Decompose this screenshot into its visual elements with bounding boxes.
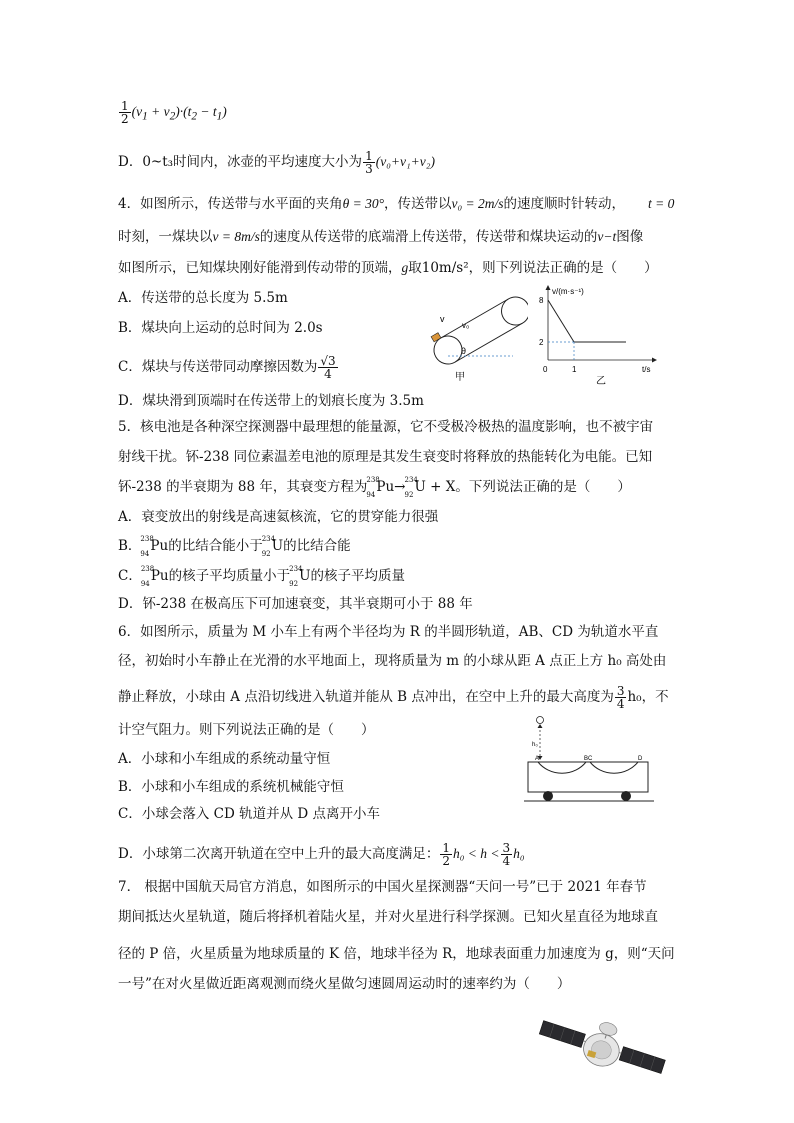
- fraction-three-quarters: $\frac{3}{4}$: [616, 684, 625, 711]
- q4-line1: 4．如图所示，传送带与水平面的夹角θ = 30°，传送带以v₀ = 2m/s的速度顺时针转动，: [118, 196, 626, 212]
- svg-text:BC: BC: [584, 756, 593, 762]
- fraction-half: $\frac{1}{2}$: [121, 99, 129, 126]
- svg-text:0: 0: [543, 365, 548, 374]
- svg-text:8: 8: [539, 296, 544, 305]
- q5-line2: 射线干扰。钚-238 同位素温差电池的原理是其发生衰变时将释放的热能转化为电能。已知: [118, 449, 653, 465]
- cart-figure: [520, 712, 660, 807]
- fraction-half-d: $\frac{1}{2}$: [442, 841, 450, 868]
- fraction-third: $\frac{1}{3}$: [365, 149, 373, 176]
- conveyor-figure: [418, 284, 528, 384]
- spacecraft-image: [532, 1010, 672, 1085]
- q4-option-b: B．煤块向上运动的总时间为 2.0s: [118, 320, 323, 336]
- q5-option-c: C． 238 94 Pu的核子平均质量小于 234 92 U的核子平均质量: [118, 565, 406, 588]
- svg-text:1: 1: [572, 365, 577, 374]
- q6-option-d: D．小球第二次离开轨道在空中上升的最大高度满足： $\frac{1}{2}$ h₀ < h < $\frac{3}{4}$ h₀: [118, 841, 525, 868]
- q7-line4: 一号”在对火星做近距离观测而绕火星做匀速圆周运动时的速率约为（ ）: [118, 976, 571, 992]
- q5-line3: 钚-238 的半衰期为 88 年，其衰变方程为 238 94 Pu→ 234 92 U + X。下列说法正确的是（ ）: [118, 476, 631, 499]
- graph-segment-decel: [548, 300, 574, 342]
- q6-line3: 静止释放，小球由 A 点沿切线进入轨道并能从 B 点冲出，在空中上升的最大高度为 $\frac{3}{4}$ h₀，不: [118, 684, 669, 711]
- svg-text:D: D: [638, 756, 643, 762]
- q7-line1: 7． 根据中国航天局官方消息，如图所示的中国火星探测器“天问一号”已于 2021 年春节: [118, 879, 647, 895]
- q5-line1: 5．核电池是各种深空探测器中最理想的能量源，它不受极冷极热的温度影响，也不被宇宙: [118, 419, 654, 435]
- svg-text:θ: θ: [461, 346, 467, 356]
- vt-graph: [536, 282, 666, 388]
- q6-option-a: A．小球和小车组成的系统动量守恒: [118, 751, 331, 767]
- svg-text:v/(m·s⁻¹): v/(m·s⁻¹): [552, 287, 584, 296]
- q4-line2: 时刻，一煤块以v = 8m/s的速度从传送带的底端滑上传送带，传送带和煤块运动的v−t图像: [118, 229, 644, 245]
- nuclide-pu: 238 94 Pu: [366, 476, 395, 499]
- q6-line2: 径，初始时小车静止在光滑的水平地面上，现将质量为 m 的小球从距 A 点正上方 h₀ 高处由: [118, 653, 667, 669]
- q5-option-b: B． 238 94 Pu的比结合能小于 234 92 U的比结合能: [118, 535, 351, 558]
- q6-option-c: C．小球会落入 CD 轨道并从 D 点离开小车: [118, 806, 380, 822]
- svg-text:A: A: [535, 756, 540, 762]
- q6-line4: 计空气阻力。则下列说法正确的是（ ）: [118, 722, 375, 738]
- svg-text:甲: 甲: [455, 372, 465, 383]
- q7-line3: 径的 P 倍，火星质量为地球质量的 K 倍，地球半径为 R，地球表面重力加速度为 g，则“天问: [118, 946, 675, 962]
- svg-text:t/s: t/s: [642, 365, 651, 374]
- q4-line3: 如图所示，已知煤块刚好能滑到传动带的顶端，g取10m/s²，则下列说法正确的是（ ）: [118, 260, 658, 276]
- prev-option-continuation: $\frac{1}{2}$ $(v_1 + v_2)\cdot(t_2 - t_1)$: [121, 99, 227, 126]
- svg-text:v₀: v₀: [462, 321, 470, 330]
- svg-text:2: 2: [539, 338, 544, 347]
- q4-option-d: D．煤块滑到顶端时在传送带上的划痕长度为 3.5m: [118, 393, 424, 409]
- svg-text:乙: 乙: [596, 376, 606, 387]
- nuclide-u: 234 92: [404, 476, 418, 499]
- q6-line1: 6．如图所示，质量为 M 小车上有两个半径均为 R 的半圆形轨道，AB、CD 为轨道水平直: [118, 624, 659, 640]
- prev-option-d: D．0~t₃时间内，冰壶的平均速度大小为 $\frac{1}{3}$ (v₀+v₁+v₂): [118, 149, 435, 176]
- fraction-three-quarters-d: $\frac{3}{4}$: [502, 841, 511, 868]
- q4-option-c: C．煤块与传送带同动摩擦因数为 $\frac{√3}{4}$: [118, 354, 336, 381]
- svg-text:v: v: [440, 314, 445, 324]
- q6-option-b: B．小球和小车组成的系统机械能守恒: [118, 779, 344, 795]
- q4-t0: t = 0: [648, 196, 675, 211]
- q5-option-a: A．衰变放出的射线是高速氦核流，它的贯穿能力很强: [118, 509, 439, 525]
- q5-option-d: D．钚-238 在极高压下可加速衰变，其半衰期可小于 88 年: [118, 596, 473, 612]
- q7-line2: 期间抵达火星轨道，随后将择机着陆火星，并对火星进行科学探测。已知火星直径为地球直: [118, 909, 658, 925]
- fraction-sqrt3-4: $\frac{√3}{4}$: [320, 354, 336, 381]
- svg-text:h₀: h₀: [532, 742, 538, 748]
- q4-option-a: A．传送带的总长度为 5.5m: [118, 290, 288, 306]
